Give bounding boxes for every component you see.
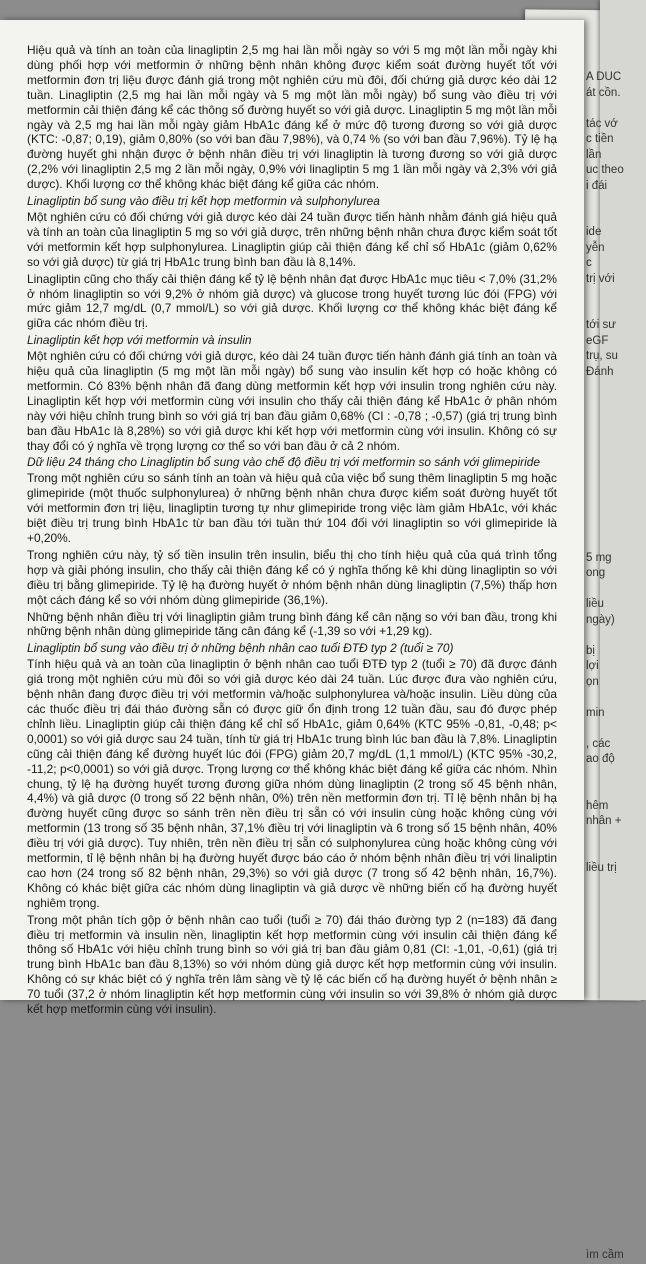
side-fragment: lần: [586, 148, 602, 161]
side-fragment: [586, 303, 638, 319]
side-fragment: [586, 938, 638, 954]
side-fragment: [586, 1093, 638, 1109]
side-fragment: i đái: [586, 179, 608, 192]
side-fragment: c: [586, 257, 592, 269]
paragraph: Trong nghiên cứu này, tỷ số tiền insulin trên insulin, biểu thị cho tính hiệu quả của quá trình tổng hợp và giải phóng insulin, cho thấy cải thiện đáng kể có ý nghĩa thống kê khi dùng linagliptin so với điều trị bằng glimepiride. Tỷ lệ hạ đường huyết ở nhóm bệnh nhân dùng linagliptin (7,5%) thấp hơn một cách đáng kể so với nhóm dùng glimepiride (36,1%).: [27, 547, 557, 607]
side-fragment: [586, 923, 638, 939]
side-fragment: [586, 690, 638, 706]
side-fragment: [586, 442, 638, 458]
side-fragment: ao độ: [586, 753, 615, 765]
side-fragment: [586, 504, 638, 520]
side-fragment: [586, 768, 638, 784]
paragraph: Trong một nghiên cứu so sánh tính an toàn và hiệu quả của việc bổ sung thêm linagliptin 5 mg hoặc glimepiride (một thuốc sulphonylurea) ở những bệnh nhân chưa được kiểm soát đường huyết tốt với metformin đơn trị liệu, linagliptin tương tự như glimepiride trong việc làm giảm HbA1c, với khác biệt điều trị trung bình HbA1c từ ban đầu tới tuần thứ 104 đối với linagliptin so với glimepiride là +0,20%.: [27, 471, 557, 545]
side-fragment: [586, 287, 638, 303]
side-fragment: [586, 969, 638, 985]
side-fragment: [586, 1016, 638, 1032]
side-fragment: ong: [586, 567, 606, 579]
side-fragment: Đánh: [586, 365, 614, 378]
side-fragment: [586, 628, 638, 644]
side-fragment: ngày): [586, 613, 615, 626]
side-fragment: [586, 954, 638, 970]
section-heading: Linagliptin kết hợp với metformin và insulin: [27, 333, 252, 348]
side-fragment: [586, 210, 638, 226]
document-page: [0, 20, 584, 1017]
side-fragment: c tiền: [586, 133, 614, 145]
side-fragment: [586, 1124, 638, 1140]
side-fragment: [586, 1109, 638, 1125]
side-fragment: [586, 721, 638, 737]
side-fragment: eGF: [586, 334, 609, 347]
side-fragment: [586, 1140, 638, 1156]
side-fragment: [586, 489, 638, 505]
side-fragment: liều trị: [586, 861, 617, 874]
underlying-page-text: [586, 70, 638, 1264]
side-fragment: [586, 985, 638, 1001]
section-heading: Dữ liệu 24 tháng cho Linagliptin bổ sung vào chế độ điều trị với metformin so sánh với glimepiride: [27, 455, 541, 470]
side-fragment: tác vớ: [586, 117, 618, 130]
side-fragment: [586, 411, 638, 427]
side-fragment: 5 mg: [586, 551, 612, 564]
side-fragment: [586, 830, 638, 846]
side-fragment: [586, 1217, 638, 1233]
side-fragment: ide: [586, 226, 602, 238]
paragraph: Một nghiên cứu có đối chứng với giả dược kéo dài 24 tuần được tiến hành nhằm đánh giá hiệu quả và tính an toàn của linagliptin 5 mg so với giả dược, trên những bệnh nhân chưa được kiểm soát tốt với metformin kết hợp sulphonylurea. Linagliptin giúp cải thiện đáng kể chỉ số HbA1c (giảm 0,62% so với giả dược) từ giá trị HbA1c trung bình ban đầu là 8,14%.: [27, 209, 557, 269]
side-fragment: [586, 876, 638, 892]
side-fragment: , các: [586, 737, 611, 750]
side-fragment: [586, 380, 638, 396]
side-fragment: [586, 520, 638, 536]
section-heading: Linagliptin bổ sung vào điều trị ở những bệnh nhân cao tuổi ĐTĐ typ 2 (tuổi ≥ 70): [27, 641, 454, 656]
section-heading: Linagliptin bổ sung vào điều trị kết hợp metformin và sulphonylurea: [27, 194, 380, 209]
side-fragment: [586, 396, 638, 412]
side-fragment: [586, 535, 638, 551]
side-fragment: [586, 783, 638, 799]
side-fragment: [586, 1078, 638, 1094]
side-fragment: lợi: [586, 660, 599, 672]
side-fragment: trụ, su: [586, 350, 618, 362]
side-fragment: hêm: [586, 799, 609, 812]
side-fragment: át cồn.: [586, 86, 621, 99]
side-fragment: [586, 458, 638, 474]
side-fragment: [586, 1186, 638, 1202]
side-fragment: min: [586, 706, 605, 719]
side-fragment: trị với: [586, 272, 615, 285]
side-fragment: liều: [586, 598, 604, 610]
side-fragment: [586, 1000, 638, 1016]
side-fragment: bị: [586, 644, 595, 657]
side-fragment: [586, 907, 638, 923]
side-fragment: [586, 101, 638, 117]
side-fragment: [586, 1171, 638, 1187]
document-body: [27, 43, 557, 1019]
side-fragment: uc theo: [586, 164, 624, 176]
side-fragment: [586, 427, 638, 443]
side-fragment: [586, 845, 638, 861]
side-fragment: [586, 473, 638, 489]
paragraph: Linagliptin cũng cho thấy cải thiện đáng kể tỷ lệ bệnh nhân đạt được HbA1c mục tiêu < 7,0% (31,2% ở nhóm linagliptin so với 9,2% ở nhóm giả dược) và glucose trong huyết tương lúc đói (FPG) với mức giảm 12,7 mg/dL (0,7 mmol/L) so với giả dược. Khối lượng cơ thể không khác biệt đáng kể giữa các nhóm điều trị.: [27, 271, 557, 331]
side-fragment: A DUC: [586, 71, 622, 83]
paragraph: Những bệnh nhân điều trị với linagliptin giảm trung bình đáng kể cân nặng so với ban đầu, trong khi những bệnh nhân dùng glimepiride tăng cân đáng kể (-1,39 so với +1,29 kg).: [27, 609, 557, 639]
side-fragment: ọn: [586, 675, 599, 688]
side-fragment: [586, 892, 638, 908]
side-fragment: nhân +: [586, 815, 622, 827]
side-fragment: [586, 1202, 638, 1218]
side-fragment: [586, 194, 638, 210]
side-fragment: [586, 1047, 638, 1063]
paragraph: Trong một phân tích gộp ở bệnh nhân cao tuổi (tuổi ≥ 70) đái tháo đường typ 2 (n=183) đã đang điều trị metformin và insulin nền, linagliptin kết hợp metformin cùng với insulin cải thiện đáng kể thông số HbA1c với hiệu chỉnh trung bình so với giá trị ban đầu giảm 0,81 (CI: -1,01, -0,61) (giá trị trung bình HbA1c ban đầu 8,13%) so với nhóm dùng giả dược kết hợp metformin cùng với insulin. Không có sự khác biệt có ý nghĩa trên lâm sàng về tỷ lệ các biến cố hạ đường huyết ở bệnh nhân ≥ 70 tuổi (37,2 ở nhóm linagliptin kết hợp metformin cùng với insulin so với 39,8% ở nhóm giả dược kết hợp metformin cùng với insulin).: [27, 912, 557, 1017]
side-fragment: [586, 1031, 638, 1047]
side-fragment: ìm cầm: [586, 1249, 624, 1261]
side-fragment: [586, 582, 638, 598]
side-fragment: [586, 1155, 638, 1171]
paragraph: Một nghiên cứu có đối chứng với giả dược, kéo dài 24 tuần được tiến hành đánh giá tính an toàn và hiệu quả của linagliptin (5 mg một lần mỗi ngày) bổ sung vào insulin kết hợp có hoặc không có metformin. Có 83% bệnh nhân đã đang dùng metformin kết hợp với insulin trong nghiên cứu này. Linagliptin kết hợp với metformin cùng với insulin cho thấy cải thiện đáng kể HbA1c ở phân nhóm này với hiệu chỉnh trung bình so với giá trị ban đầu giảm 0,68% (CI : -0,78 ; -0,57) (giá trị trung bình ban đầu HbA1c là 8,28%) so với giả dược khi kết hợp với metformin cùng với insulin. Không có sự thay đổi có ý nghĩa về trọng lượng cơ thể so với ban đầu ở cả 2 nhóm.: [27, 349, 557, 453]
paragraph: Hiệu quả và tính an toàn của linagliptin 2,5 mg hai lần mỗi ngày so với 5 mg một lần mỗi ngày khi dùng phối hợp với metformin ở những bệnh nhân không được kiểm soát đường huyết tốt với metformin đơn trị liệu được đánh giá trong một nghiên cứu mù đôi, đối chứng giả dược kéo dài 12 tuần. Linagliptin (2,5 mg hai lần mỗi ngày và 5 mg một lần mỗi ngày) bổ sung vào điều trị với metformin cải thiện đáng kể các thông số đường huyết so với giả dược. Linagliptin 5 mg một lần mỗi ngày và 2,5 mg hai lần mỗi ngày giảm HbA1c đáng kể ở mức độ tương đương so với giả dược (KTC: -0,87; 0,19), giảm 0,80% (so với ban đầu 7,98%), và 0,74 % (so với ban đầu 7,96%). Tỷ lệ hạ đường huyết ghi nhận được ở bệnh nhân điều trị với linagliptin là tương đương so với giả dược (2,2% với linagliptin 2,5 mg 2 lần mỗi ngày, 0,9% với linagliptin 5 mg 1 lần mỗi ngày và 2,3% với giả dược). Khối lượng cơ thể không khác biệt đáng kể giữa các nhóm.: [27, 43, 557, 192]
side-fragment: yễn: [586, 241, 605, 254]
side-fragment: tới sư: [586, 319, 616, 331]
side-fragment: [586, 1233, 638, 1249]
paragraph: Tính hiệu quả và an toàn của linagliptin ở bệnh nhân cao tuổi ĐTĐ typ 2 (tuổi ≥ 70) đã được đánh giá trong một nghiên cứu mù đôi so với giả dược kéo dài 24 tuần. Lúc được đưa vào nghiên cứu, bệnh nhân đang được điều trị với metformin và/hoặc sulphonylurea và/hoặc insulin. Liều dùng của các thuốc điều trị đái tháo đường sẵn có được giữ ổn định trong 12 tuần đầu, sau đó được phép chỉnh liều. Linagliptin giúp cải thiện đáng kể chỉ số HbA1c, giảm 0,64% (KTC 95% -0,81, -0,48; p< 0,0001) so với giả dược sau 24 tuần, tính từ giá trị HbA1c trung bình lúc ban đầu là 7,8%. Linagliptin cũng cải thiện đáng kể đường huyết lúc đói (FPG) giảm 20,7 mg/dL (1,1 mmol/L) (KTC 95% -30,2, -11,2; p<0,0001) so với giả dược. Trọng lượng cơ thể không khác biệt đáng kể giữa các nhóm. Nhìn chung, tỷ lệ hạ đường huyết tương đương giữa nhóm dùng linagliptin (2 trong số 45 bệnh nhân, 4,4%) và giả dược (0 trong số 22 bệnh nhân, 0%) trên nền metformin đơn trị. Tỉ lệ bệnh nhân bị hạ đường huyết cũng được so sánh trên nền điều trị sẵn có với insulin cùng hoặc không cùng với metformin (13 trong số 35 bệnh nhân, 37,1% điều trị với linagliptin và 6 trong số 15 bệnh nhân, 40% điều trị với giả dược). Tuy nhiên, trên nền điều trị sẵn có sulphonylurea cùng hoặc không cùng với metformin, tỉ lệ bệnh nhân bị hạ đường huyết được báo cáo ở nhóm bệnh nhân điều trị với linaliptin cao hơn (24 trong số 82 bệnh nhân, 29,3%) so với giả dược (7 trong số 42 bệnh nhân, 16,7%). Không có khác biệt giữa các nhóm dùng linagliptin và giả dược về những biến cố hạ đường huyết nghiêm trọng.: [27, 657, 557, 910]
side-fragment: [586, 1062, 638, 1078]
